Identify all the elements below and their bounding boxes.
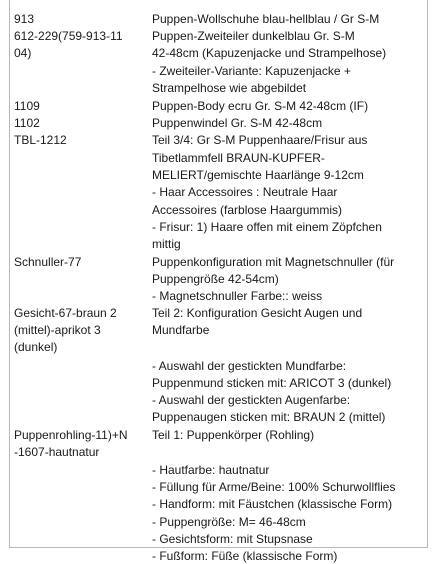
item-description: mittig (152, 237, 181, 251)
item-description: - Magnetschnuller Farbe:: weiss (152, 289, 323, 303)
item-code: 1109 (14, 99, 40, 113)
item-description: Teil 1: Puppenkörper (Rohling) (152, 428, 315, 442)
item-description: Teil 2: Konfiguration Gesicht Augen und (152, 306, 363, 320)
item-description: Puppenaugen sticken mit: BRAUN 2 (mittel) (152, 410, 386, 424)
item-description: - Auswahl der gestickten Augenfarbe: (152, 393, 351, 407)
item-code: 1102 (14, 116, 40, 130)
item-code: Puppenrohling-11)+N (14, 428, 128, 442)
item-description: Tibetlammfell BRAUN-KUPFER- (152, 151, 325, 165)
item-description: - Frisur: 1) Haare offen mit einem Zöpfchen (152, 220, 382, 234)
item-description: - Fußform: Füße (klassische Form) (152, 549, 338, 563)
item-description: Puppenwindel Gr. S-M 42-48cm (152, 116, 323, 130)
item-code: 04) (14, 46, 32, 60)
item-description: Puppengröße 42-54cm) (152, 272, 279, 286)
item-code: Schnuller-77 (14, 255, 82, 269)
item-description: - Haar Accessoires : Neutrale Haar (152, 185, 338, 199)
item-description: Accessoires (farblose Haargummis) (152, 203, 343, 217)
item-description: MELIERT/gemischte Haarlänge 9-12cm (152, 168, 364, 182)
item-description: Puppenkonfiguration mit Magnetschnuller (für (152, 255, 395, 269)
item-description: - Auswahl der gestickten Mundfarbe: (152, 359, 347, 373)
item-description: - Handform: mit Fäustchen (klassische Form) (152, 497, 393, 511)
item-description: - Füllung für Arme/Beine: 100% Schurwollflies (152, 480, 396, 494)
item-code: -1607-hautnatur (14, 445, 100, 459)
item-description: - Puppengröße: M= 46-48cm (152, 515, 306, 529)
item-description: - Zweiteiler-Variante: Kapuzenjacke + (152, 64, 351, 78)
item-description: - Hautfarbe: hautnatur (152, 463, 270, 477)
item-description: Mundfarbe (152, 323, 210, 337)
item-description: - Gesichtsform: mit Stupsnase (152, 532, 313, 546)
item-description: Teil 3/4: Gr S-M Puppenhaare/Frisur aus (152, 133, 368, 147)
item-code: (mittel)-aprikot 3 (14, 323, 101, 337)
item-code: Gesicht-67-braun 2 (14, 306, 117, 320)
item-description: 42-48cm (Kapuzenjacke und Strampelhose) (152, 46, 387, 60)
item-code: TBL-1212 (14, 133, 67, 147)
item-code: (dunkel) (14, 340, 58, 354)
item-description: Puppenmund sticken mit: ARICOT 3 (dunkel) (152, 376, 392, 390)
item-code: 612-229(759-913-11 (14, 29, 123, 43)
item-description: Puppen-Body ecru Gr. S-M 42-48cm (IF) (152, 99, 369, 113)
item-description: Strampelhose wie abgebildet (152, 81, 307, 95)
item-code: 913 (14, 12, 35, 26)
item-description: Puppen-Wollschuhe blau-hellblau / Gr S-M (152, 12, 380, 26)
item-description: Puppen-Zweiteiler dunkelblau Gr. S-M (152, 29, 355, 43)
